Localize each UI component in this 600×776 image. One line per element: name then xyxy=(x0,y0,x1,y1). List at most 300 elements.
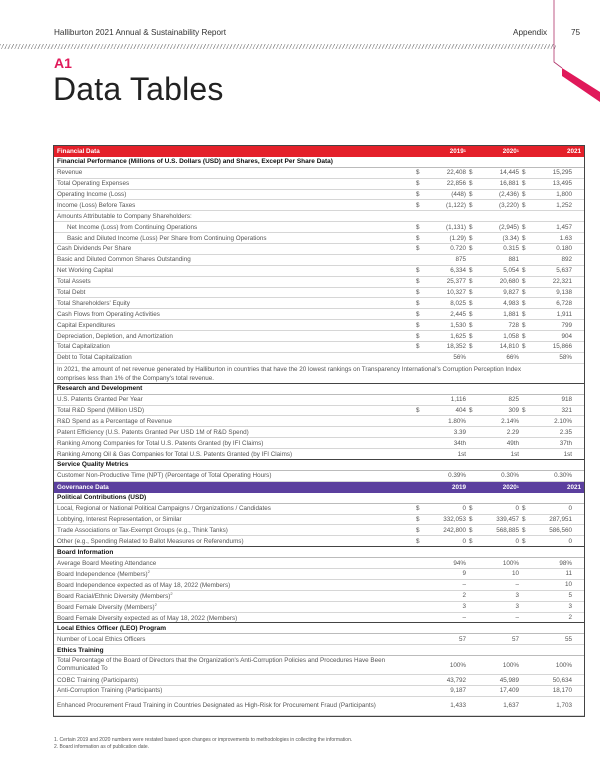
row-label xyxy=(54,180,416,187)
value: 22,408 xyxy=(446,169,466,177)
value: – xyxy=(462,581,466,589)
value-cell xyxy=(522,429,584,436)
value: 58% xyxy=(559,354,572,362)
currency-symbol: $ xyxy=(522,299,526,307)
value: 11 xyxy=(565,570,572,578)
footnote-ref: 1 xyxy=(516,483,519,489)
value-cell xyxy=(469,245,522,252)
table-row xyxy=(54,686,584,697)
label-text: Number of Local Ethics Officers xyxy=(57,635,146,643)
table-row xyxy=(54,266,584,277)
value: 50,634 xyxy=(552,676,572,684)
currency-symbol: $ xyxy=(522,267,526,275)
footnote-ref: 2 xyxy=(154,602,157,608)
value: 0.315 xyxy=(503,245,519,253)
value-cell xyxy=(469,256,522,263)
table-row xyxy=(54,536,584,547)
value: 0.30% xyxy=(554,472,572,480)
currency-symbol xyxy=(416,418,425,425)
section-title xyxy=(54,157,584,168)
row-label xyxy=(54,256,416,263)
currency-symbol xyxy=(416,429,425,436)
row-label xyxy=(54,569,416,578)
value: 16,881 xyxy=(499,180,519,188)
value: 332,053 xyxy=(443,515,466,523)
label-text: Board Female Diversity (Members) xyxy=(57,604,155,612)
value: – xyxy=(515,613,519,621)
value-cell xyxy=(469,202,522,209)
row-label xyxy=(54,407,416,414)
value-cell xyxy=(416,322,469,329)
value: 18,170 xyxy=(552,687,572,695)
value: 3.39 xyxy=(453,428,466,436)
footnote-2: 2. Board information as of publication date. xyxy=(54,744,150,750)
value-cell xyxy=(416,278,469,285)
value: 3 xyxy=(515,592,519,600)
currency-symbol xyxy=(469,418,478,425)
table-row xyxy=(54,613,584,624)
value: 43,792 xyxy=(446,676,466,684)
value-cell xyxy=(522,267,584,274)
row-label xyxy=(54,702,416,711)
value-cell xyxy=(469,440,522,447)
value: 0 xyxy=(568,505,572,513)
value-cell xyxy=(469,267,522,274)
value: 57 xyxy=(511,635,519,643)
table-row xyxy=(54,353,584,364)
row-label xyxy=(54,333,416,340)
table-row xyxy=(54,406,584,417)
value: 1,116 xyxy=(450,396,466,404)
value: 0.39% xyxy=(448,472,466,480)
note-text: In 2021, the amount of net revenue generated by Halliburton in countries that have the 20 lowest rankings on Transparency International's Corruption Perception Index comprises less than 1% of the Company's total revenue. xyxy=(57,365,521,382)
table-row xyxy=(54,168,584,179)
value-cell xyxy=(416,289,469,296)
value-cell xyxy=(469,505,522,512)
table-row xyxy=(54,233,584,244)
value: 17,409 xyxy=(499,687,519,695)
value-cell xyxy=(522,570,584,577)
table-row xyxy=(54,277,584,288)
value: 5,637 xyxy=(556,267,572,275)
value-cell xyxy=(469,418,522,425)
value: 1,625 xyxy=(450,332,466,340)
value: 2.29 xyxy=(506,428,519,436)
year-2021: 2021 xyxy=(566,483,581,491)
label-text: Amounts Attributable to Company Shareholders: xyxy=(57,212,192,220)
value-cell xyxy=(522,560,584,567)
governance-header-label: Governance Data xyxy=(57,483,109,491)
value: 0.30% xyxy=(501,472,519,480)
value: 309 xyxy=(508,407,519,415)
data-table xyxy=(53,145,585,717)
value-cell xyxy=(416,267,469,274)
currency-symbol: $ xyxy=(469,191,473,198)
value: 37th xyxy=(559,439,572,447)
value: (1,131) xyxy=(446,223,466,231)
value: 1,058 xyxy=(503,332,519,340)
label-text: COBC Training (Participants) xyxy=(57,676,139,684)
currency-symbol: $ xyxy=(469,515,473,523)
section-title xyxy=(54,623,584,634)
currency-symbol: $ xyxy=(469,321,473,329)
value-cell xyxy=(469,592,522,599)
value: – xyxy=(515,581,519,589)
currency-symbol: $ xyxy=(469,526,473,534)
label-text: Total Percentage of the Board of Directors that the Organization's Anti-Corruption Policies and Procedures Have Been Communicated To xyxy=(57,656,386,673)
value: 9,827 xyxy=(503,289,519,297)
currency-symbol: $ xyxy=(416,526,420,534)
currency-symbol xyxy=(469,429,478,436)
currency-symbol: $ xyxy=(416,299,420,307)
value-cell xyxy=(522,440,584,447)
value-cell xyxy=(522,343,584,350)
label-text: Other (e.g., Spending Related to Ballot Measures or Referendums) xyxy=(57,537,244,545)
currency-symbol xyxy=(522,451,531,458)
value-cell xyxy=(416,581,469,588)
currency-symbol: $ xyxy=(469,180,473,188)
value: 3 xyxy=(568,603,572,611)
value-cell xyxy=(522,418,584,425)
row-label xyxy=(54,451,416,458)
value: 45,989 xyxy=(499,676,519,684)
section-title xyxy=(54,384,584,395)
value: 100% xyxy=(502,661,519,669)
value: 9 xyxy=(462,570,466,578)
label-text: Basic and Diluted Common Shares Outstanding xyxy=(57,256,191,264)
currency-symbol xyxy=(416,472,425,479)
value: (3,220) xyxy=(499,201,519,209)
value: 5,054 xyxy=(503,267,519,275)
value: 14,810 xyxy=(499,343,519,351)
row-label xyxy=(54,418,416,425)
row-label xyxy=(54,278,416,285)
value: 881 xyxy=(508,256,519,264)
value: 18,352 xyxy=(446,343,466,351)
row-label xyxy=(54,580,416,589)
value: 22,321 xyxy=(552,278,572,286)
row-label xyxy=(54,440,416,447)
label-text: Local, Regional or National Political Campaigns / Organizations / Candidates xyxy=(57,505,271,513)
currency-symbol: $ xyxy=(522,526,526,534)
value: 799 xyxy=(561,321,572,329)
row-label xyxy=(54,300,416,307)
value-cell xyxy=(469,636,522,643)
value-cell xyxy=(416,527,469,534)
label-text: Depreciation, Depletion, and Amortization xyxy=(57,332,173,340)
label-text: Total Shareholders' Equity xyxy=(57,299,130,307)
currency-symbol: $ xyxy=(469,267,473,275)
currency-symbol: $ xyxy=(522,180,526,188)
value: 34th xyxy=(453,439,466,447)
value-cell xyxy=(469,180,522,187)
value-cell xyxy=(416,677,469,684)
value: 10 xyxy=(564,581,572,589)
currency-symbol: $ xyxy=(416,537,420,545)
value: 9,138 xyxy=(556,289,572,297)
table-row xyxy=(54,634,584,645)
value: 100% xyxy=(555,661,572,669)
label-text: R&D Spend as a Percentage of Revenue xyxy=(57,417,172,425)
value: 1,911 xyxy=(556,310,572,318)
table-row xyxy=(54,179,584,190)
row-label xyxy=(54,558,416,567)
value: 56% xyxy=(453,354,466,362)
value-cell xyxy=(469,472,522,479)
section-label: Research and Development xyxy=(57,385,143,393)
value-cell xyxy=(469,354,522,361)
value: 2 xyxy=(462,592,466,600)
value-cell xyxy=(416,418,469,425)
value-cell xyxy=(522,702,584,709)
value: 728 xyxy=(508,321,519,329)
value: 1st xyxy=(457,450,466,458)
currency-symbol xyxy=(469,472,478,479)
section-label: Board Information xyxy=(57,548,114,556)
value-cell xyxy=(416,333,469,340)
section-label: Political Contributions (USD) xyxy=(57,494,147,502)
year-2019: 2019 xyxy=(451,483,466,491)
value-cell xyxy=(469,527,522,534)
label-text: Total Debt xyxy=(57,289,86,297)
currency-symbol: $ xyxy=(522,191,526,198)
value-cell xyxy=(416,224,469,231)
value: 1.80% xyxy=(448,417,466,425)
table-row xyxy=(54,580,584,591)
row-label xyxy=(54,311,416,318)
page-number: 75 xyxy=(571,28,581,37)
value-cell xyxy=(469,396,522,403)
value-cell xyxy=(469,300,522,307)
footnote-ref: 1 xyxy=(516,147,519,153)
value: (3.34) xyxy=(502,234,519,242)
currency-symbol: $ xyxy=(416,267,420,275)
value-cell xyxy=(416,343,469,350)
value: 2,445 xyxy=(450,310,466,318)
value: 2.35 xyxy=(559,428,572,436)
value-cell xyxy=(522,614,584,621)
value-cell xyxy=(522,311,584,318)
value: 9,187 xyxy=(450,687,466,695)
currency-symbol: $ xyxy=(469,289,473,297)
value-cell xyxy=(522,396,584,403)
row-label xyxy=(54,687,416,694)
value: 55 xyxy=(564,635,572,643)
row-label xyxy=(54,245,416,252)
currency-symbol xyxy=(469,256,478,263)
label-text: Debt to Total Capitalization xyxy=(57,354,132,362)
value: 568,885 xyxy=(496,526,519,534)
year-2020: 2020 xyxy=(502,147,517,155)
value: 98% xyxy=(559,559,572,567)
label-text: Total Assets xyxy=(57,278,91,286)
table-row xyxy=(54,211,584,222)
value: 892 xyxy=(561,256,572,264)
label-text: Net Working Capital xyxy=(57,267,113,275)
value: 321 xyxy=(561,407,572,415)
value: 1,252 xyxy=(556,201,572,209)
hatched-divider xyxy=(0,44,556,49)
section-title xyxy=(54,460,584,471)
value-cell xyxy=(416,311,469,318)
value: 904 xyxy=(561,332,572,340)
value-cell xyxy=(469,224,522,231)
value-cell xyxy=(416,202,469,209)
currency-symbol: $ xyxy=(469,299,473,307)
corner-accent-icon xyxy=(540,0,600,130)
value-cell xyxy=(416,256,469,263)
value: 57 xyxy=(458,635,466,643)
currency-symbol: $ xyxy=(416,515,420,523)
value: 49th xyxy=(506,439,519,447)
row-label xyxy=(54,224,416,231)
currency-symbol: $ xyxy=(522,321,526,329)
value-cell xyxy=(469,687,522,694)
currency-symbol: $ xyxy=(469,278,473,286)
value: 2 xyxy=(568,613,572,621)
value: 825 xyxy=(508,396,519,404)
label-text: Total Operating Expenses xyxy=(57,180,130,188)
table-row xyxy=(54,244,584,255)
currency-symbol xyxy=(522,354,531,361)
value: 0 xyxy=(462,537,466,545)
label-text: Ranking Among Oil & Gas Companies for Total U.S. Patents Granted (by IFI Claims) xyxy=(57,450,293,458)
currency-symbol: $ xyxy=(469,245,473,253)
currency-symbol: $ xyxy=(416,180,420,188)
row-label xyxy=(54,322,416,329)
value: 10,327 xyxy=(446,289,466,297)
value: 4,983 xyxy=(503,299,519,307)
value-cell xyxy=(416,429,469,436)
value-cell xyxy=(522,278,584,285)
currency-symbol: $ xyxy=(416,505,420,513)
label-text: Income (Loss) Before Taxes xyxy=(57,201,136,209)
row-label xyxy=(54,527,416,534)
table-row xyxy=(54,298,584,309)
table-row xyxy=(54,395,584,406)
value: 0 xyxy=(515,505,519,513)
value-cell xyxy=(416,687,469,694)
value-cell xyxy=(416,396,469,403)
value: 66% xyxy=(506,354,519,362)
value-cell xyxy=(522,333,584,340)
currency-symbol xyxy=(522,418,531,425)
label-text: Customer Non-Productive Time (NPT) (Percentage of Total Operating Hours) xyxy=(57,472,272,480)
value-cell xyxy=(522,636,584,643)
currency-symbol: $ xyxy=(522,515,526,523)
value-cell xyxy=(416,505,469,512)
value: – xyxy=(462,613,466,621)
value-cell xyxy=(416,169,469,176)
row-label xyxy=(54,657,416,674)
value-cell xyxy=(522,592,584,599)
value-cell xyxy=(469,343,522,350)
value-cell xyxy=(416,662,469,669)
value: 0 xyxy=(515,537,519,545)
financial-header-label: Financial Data xyxy=(57,147,100,155)
footnotes xyxy=(54,737,352,751)
currency-symbol xyxy=(416,440,425,447)
currency-symbol: $ xyxy=(469,537,473,545)
value: (1.29) xyxy=(449,234,466,242)
label-text: Lobbying, Interest Representation, or Similar xyxy=(57,515,182,523)
value: (448) xyxy=(451,191,466,198)
label-text: Board Independence expected as of May 18, 2022 (Members) xyxy=(57,582,231,590)
value-cell xyxy=(522,407,584,414)
currency-symbol xyxy=(522,472,531,479)
value: 5 xyxy=(568,592,572,600)
label-text: U.S. Patents Granted Per Year xyxy=(57,396,143,404)
value-cell xyxy=(416,472,469,479)
currency-symbol xyxy=(522,440,531,447)
value-cell xyxy=(522,662,584,669)
value: 1,457 xyxy=(556,223,572,231)
value-cell xyxy=(469,278,522,285)
label-text: Total R&D Spend (Million USD) xyxy=(57,407,145,415)
value: 0.180 xyxy=(556,245,572,253)
section-code: A1 xyxy=(54,55,72,71)
value-cell xyxy=(416,570,469,577)
table-row xyxy=(54,288,584,299)
value: 100% xyxy=(502,559,519,567)
value-cell xyxy=(416,702,469,709)
value: 2.10% xyxy=(554,417,572,425)
currency-symbol xyxy=(522,396,531,403)
currency-symbol: $ xyxy=(416,407,420,415)
value-cell xyxy=(522,354,584,361)
currency-symbol: $ xyxy=(416,169,420,177)
footnote-ref: 1 xyxy=(463,147,466,153)
section-title xyxy=(54,493,584,504)
currency-symbol: $ xyxy=(469,343,473,351)
value: 15,295 xyxy=(552,169,572,177)
table-row xyxy=(54,416,584,427)
currency-symbol xyxy=(469,451,478,458)
footnote-ref: 2 xyxy=(170,591,173,597)
currency-symbol: $ xyxy=(416,343,420,351)
value-cell xyxy=(522,603,584,610)
table-row xyxy=(54,222,584,233)
currency-symbol xyxy=(416,396,425,403)
currency-symbol: $ xyxy=(416,223,420,231)
label-text: Patent Efficiency (U.S. Patents Granted Per USD 1M of R&D Spend) xyxy=(57,428,249,436)
value-cell xyxy=(522,169,584,176)
currency-symbol: $ xyxy=(522,278,526,286)
value-cell xyxy=(522,472,584,479)
currency-symbol: $ xyxy=(522,245,526,253)
year-2019: 2019 xyxy=(449,147,464,155)
label-text: Board Independence (Members) xyxy=(57,571,148,579)
value: 3 xyxy=(462,603,466,611)
value-cell xyxy=(416,603,469,610)
footnote-ref: 2 xyxy=(147,569,150,575)
value: (1,122) xyxy=(446,201,466,209)
row-label xyxy=(54,516,416,523)
currency-symbol: $ xyxy=(522,505,526,513)
row-label xyxy=(54,202,416,209)
value: 22,856 xyxy=(446,180,466,188)
value: 8,025 xyxy=(450,299,466,307)
value-cell xyxy=(469,429,522,436)
table-row xyxy=(54,558,584,569)
value-cell xyxy=(522,527,584,534)
footnote-1: 1. Certain 2019 and 2020 numbers were restated based upon changes or improvements to methodologies in collecting the information. xyxy=(54,737,353,743)
value-cell xyxy=(469,289,522,296)
value-cell xyxy=(469,570,522,577)
row-label xyxy=(54,429,416,436)
value-cell xyxy=(469,538,522,545)
table-row xyxy=(54,697,584,716)
